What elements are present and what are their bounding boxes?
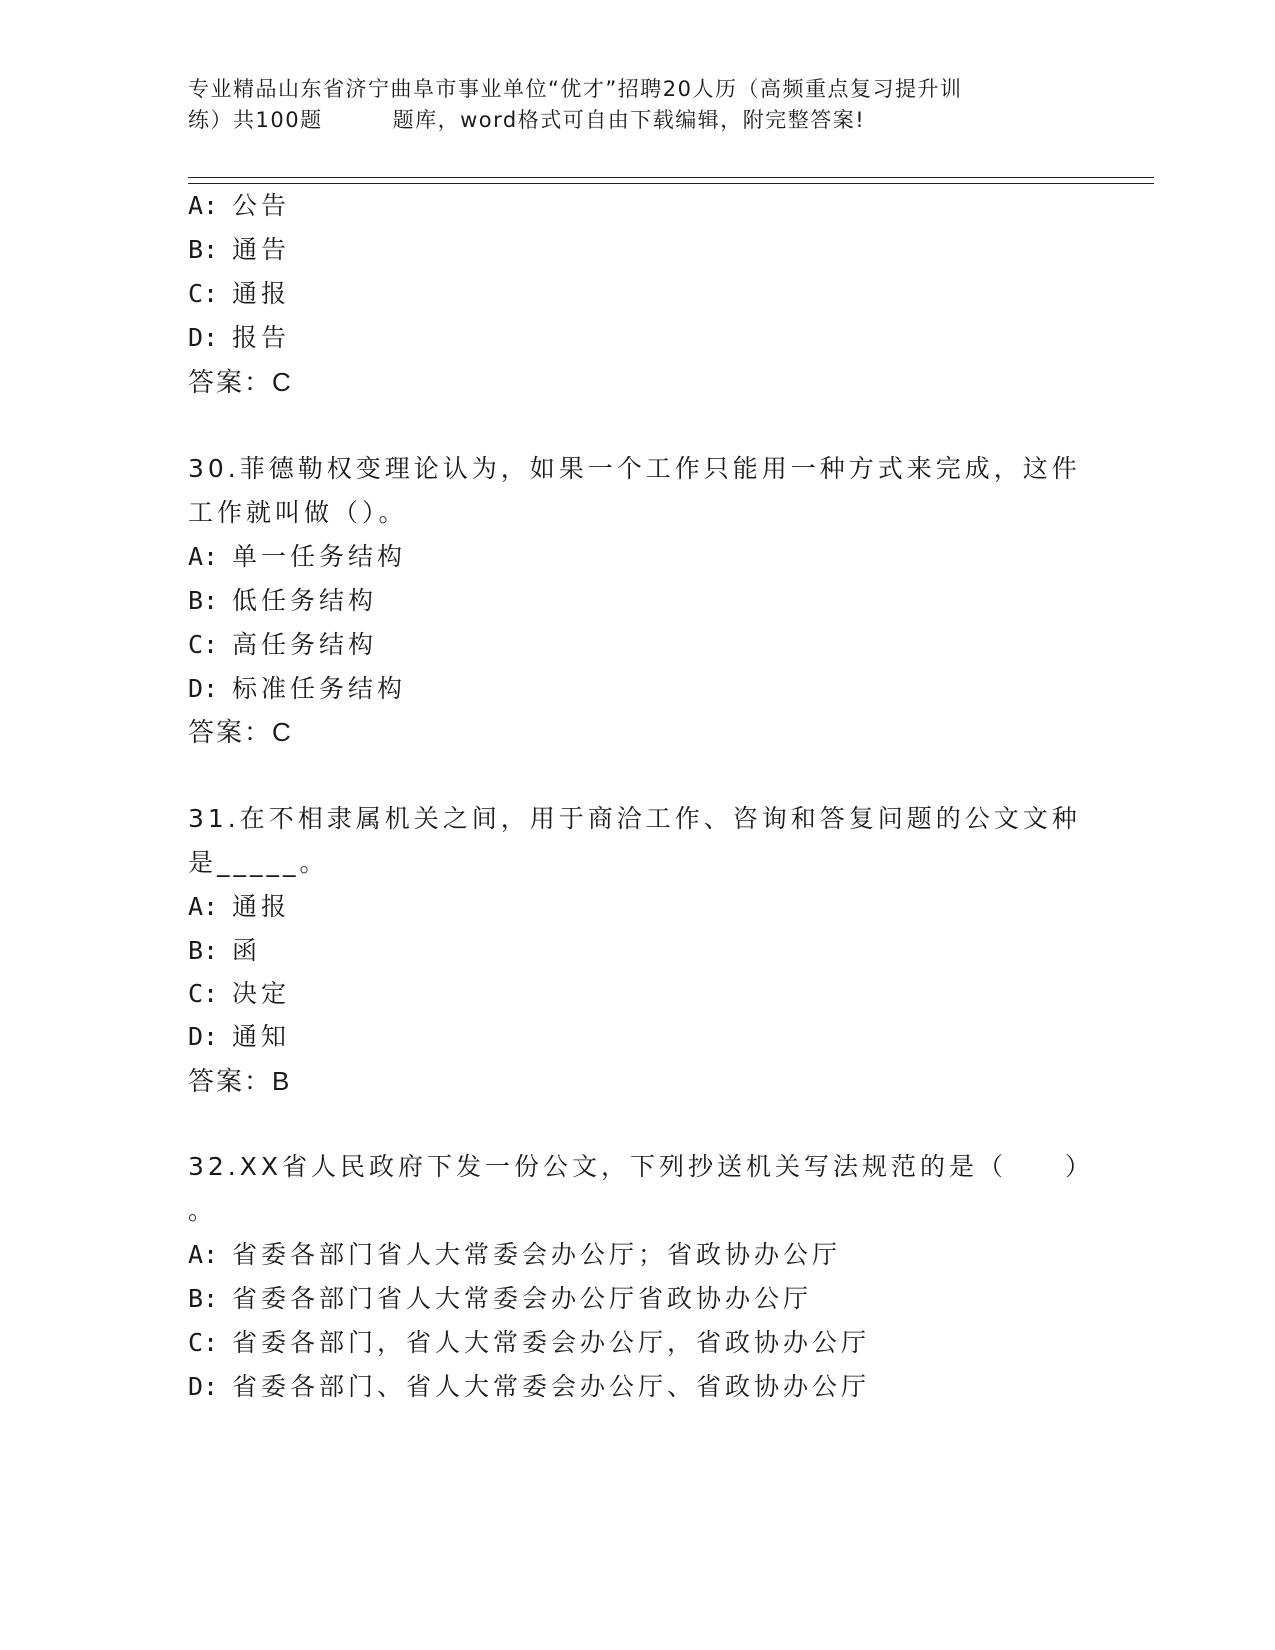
- header-divider-top: [188, 177, 1154, 178]
- option-label: C:: [188, 979, 219, 1008]
- q31-stem-line2: 是_____。: [188, 848, 329, 877]
- option-label: D:: [188, 1022, 219, 1051]
- option-text: 函: [232, 936, 262, 965]
- q30-option-d: [188, 669, 406, 705]
- q29-option-b: [188, 230, 290, 266]
- q30-stem-line2: 工作就叫做（）。: [188, 498, 408, 527]
- option-label: A:: [188, 191, 219, 220]
- option-label: A:: [188, 1240, 219, 1269]
- q31-option-d: [188, 1017, 290, 1053]
- option-label: C:: [188, 630, 219, 659]
- q30-option-b: [188, 581, 377, 617]
- option-text: 通告: [232, 235, 291, 264]
- q30-answer: 答案：C: [188, 717, 293, 747]
- header-title-line2-part2: 题库，word格式可自由下载编辑，附完整答案!: [392, 108, 866, 132]
- option-label: B:: [188, 936, 219, 965]
- q31-stem-line1: 31.在不相隶属机关之间，用于商洽工作、咨询和答复问题的公文文种: [188, 804, 1081, 833]
- q31-option-a: [188, 887, 290, 923]
- q32-option-a: [188, 1235, 841, 1271]
- option-text: 公告: [232, 191, 291, 220]
- q29-option-a: [188, 186, 290, 222]
- header-divider-bottom: [188, 183, 1154, 184]
- option-label: B:: [188, 586, 219, 615]
- q32-option-d: [188, 1367, 870, 1403]
- option-text: 通知: [232, 1022, 291, 1051]
- q29-option-c: [188, 274, 290, 310]
- header-title-line2-part1: 练）共100题: [188, 108, 323, 132]
- q32-stem-line1: 32.XX省人民政府下发一份公文，下列抄送机关写法规范的是（ ）: [188, 1152, 1095, 1181]
- q29-option-d: [188, 318, 290, 354]
- document-header: [188, 74, 1088, 136]
- option-text: 决定: [232, 979, 291, 1008]
- header-title-line1: 专业精品山东省济宁曲阜市事业单位“优才”招聘20人历（高频重点复习提升训: [188, 77, 963, 101]
- option-text: 省委各部门省人大常委会办公厅；省政协办公厅: [232, 1240, 842, 1269]
- q32-option-c: [188, 1323, 870, 1359]
- option-label: C:: [188, 279, 219, 308]
- option-label: D:: [188, 1372, 219, 1401]
- option-label: A:: [188, 892, 219, 921]
- option-label: D:: [188, 674, 219, 703]
- header-title-line2: [188, 105, 1088, 136]
- option-text: 通报: [232, 279, 291, 308]
- option-text: 省委各部门、省人大常委会办公厅、省政协办公厅: [232, 1372, 871, 1401]
- q30-option-c: [188, 625, 377, 661]
- option-text: 低任务结构: [232, 586, 378, 615]
- q30-option-a: [188, 537, 406, 573]
- option-label: D:: [188, 323, 219, 352]
- option-text: 标准任务结构: [232, 674, 407, 703]
- q31-option-c: [188, 974, 290, 1010]
- option-label: A:: [188, 542, 219, 571]
- option-text: 高任务结构: [232, 630, 378, 659]
- q32-stem-line2: 。: [188, 1196, 218, 1225]
- option-text: 省委各部门，省人大常委会办公厅，省政协办公厅: [232, 1328, 871, 1357]
- option-label: B:: [188, 235, 219, 264]
- q31-answer: 答案：B: [188, 1066, 292, 1096]
- option-text: 报告: [232, 323, 291, 352]
- q29-answer: 答案：C: [188, 367, 293, 397]
- option-label: C:: [188, 1328, 219, 1357]
- option-text: 单一任务结构: [232, 542, 407, 571]
- q32-option-b: [188, 1279, 812, 1315]
- q30-stem-line1: 30.菲德勒权变理论认为，如果一个工作只能用一种方式来完成，这件: [188, 454, 1081, 483]
- option-text: 省委各部门省人大常委会办公厅省政协办公厅: [232, 1284, 813, 1313]
- option-label: B:: [188, 1284, 219, 1313]
- q31-option-b: [188, 931, 261, 967]
- option-text: 通报: [232, 892, 291, 921]
